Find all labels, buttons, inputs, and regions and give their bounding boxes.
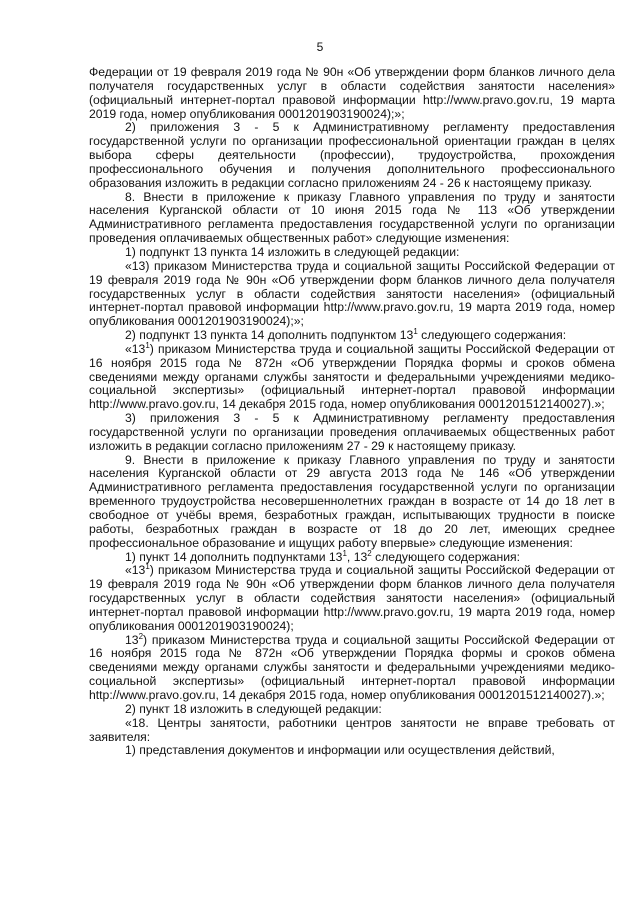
text-run: следующего содержания: [371, 549, 521, 564]
text-run: 2) подпункт 13 пункта 14 дополнить подпунктом 13 [125, 328, 414, 343]
text-run: 2) пункт 18 изложить в следующей редакции: [125, 701, 382, 716]
text-run: «18. Центры занятости, работники центров занятости не вправе требовать от заявителя: [89, 715, 615, 744]
paragraph [89, 564, 615, 633]
paragraph [89, 326, 615, 343]
paragraph [89, 340, 615, 412]
paragraph [89, 121, 615, 190]
document-body [89, 66, 615, 758]
paragraph [89, 191, 615, 246]
paragraph [89, 260, 615, 329]
paragraph [89, 703, 615, 717]
superscript: 1 [342, 548, 347, 558]
text-run: 13 [125, 632, 139, 647]
text-run: 2) приложения 3 - 5 к Административному регламенту предоставления государственной услуги по организации профессиональной ориентации граждан в целях выбора сферы деятельности (профессии), трудоустройства, прохождения профессионального обучения и получения дополнительного профессионального образования изложить в редакции согласно приложениям 24 - 26 к настоящему приказу. [89, 120, 615, 190]
text-run: «13 [125, 341, 146, 356]
text-run: 8. Внести в приложение к приказу Главного управления по труду и занятости населения Курганской области от 10 июня 2015 года № 113 «Об утверждении Административного регламента предоставления государственной услуги по организации проведения оплачиваемых общественных работ» следующие изменения: [89, 189, 615, 246]
paragraph [89, 412, 615, 454]
text-run: «13 [125, 563, 146, 578]
text-run: Федерации от 19 февраля 2019 года № 90н «Об утверждении форм бланков личного дела получателя государственных услуг в области содействия занятости населения» (официальный интернет-портал правовой информации http://www.pravo.gov.ru, 19 марта 2019 года, номер опубликования 0001201903190024);»; [89, 65, 615, 121]
superscript: 2 [138, 631, 144, 641]
text-run: 9. Внести в приложение к приказу Главного управления по труду и занятости населения Курганской области от 29 августа 2013 года № 146 «Об утверждении Административного регламента предоставления государственной услуги по организации временного трудоустройства несовершеннолетних граждан в возрасте от 14 до 18 лет в свободное от учёбы время, безработных граждан, испытывающих трудности в поиске работы, безработных граждан в возрасте от 18 до 20 лет, имеющих среднее профессиональное образование и ищущих работу впервые» следующие изменения: [89, 452, 615, 550]
text-run: следующего содержания: [417, 328, 567, 343]
text-run: ) приказом Министерства труда и социальной защиты Российской Федерации от 16 ноября 2015 года № 872н «Об утверждении Порядка формы и сроков обмена сведениями между органами службы занятости и федеральными учреждениями медико-социальной экспертизы» (официальный интернет-портал правовой информации http://www.pravo.gov.ru, 14 декабря 2015 года, номер опубликования 0001201512140027).»; [89, 632, 615, 702]
text-run: , 13 [346, 549, 368, 564]
text-run: «13) приказом Министерства труда и социальной защиты Российской Федерации от 19 февраля 2019 года № 90н «Об утверждении форм бланков личного дела получателя государственных услуг в области содействия занятости населения» (официальный интернет-портал правовой информации http://www.pravo.gov.ru, 19 марта 2019 года, номер опубликования 0001201903190024);»; [89, 258, 615, 329]
text-run: 1) представления документов и информации или осуществления действий, [125, 743, 555, 758]
paragraph [89, 717, 615, 745]
text-run: ) приказом Министерства труда и социальной защиты Российской Федерации от 16 ноября 2015 года № 872н «Об утверждении Порядка формы и сроков обмена сведениями между органами службы занятости и федеральными учреждениями медико-социальной экспертизы» (официальный интернет-портал правовой информации http://www.pravo.gov.ru, 14 декабря 2015 года, номер опубликования 0001201512140027).»; [89, 341, 615, 412]
paragraph [89, 744, 615, 758]
text-run: 1) подпункт 13 пункта 14 изложить в следующей редакции: [125, 244, 460, 259]
superscript: 2 [367, 548, 372, 558]
text-run: 3) приложения 3 - 5 к Административному регламенту предоставления государственной услуги по организации проведения оплачиваемых общественных работ изложить в редакции согласно приложениям 27 - 29 к настоящему приказу. [89, 411, 615, 453]
superscript: 1 [413, 326, 418, 336]
paragraph [89, 454, 615, 551]
text-run: 1) пункт 14 дополнить подпунктами 13 [125, 549, 343, 564]
superscript: 1 [145, 340, 150, 350]
text-run: ) приказом Министерства труда и социальной защиты Российской Федерации от 19 февраля 2019 года № 90н «Об утверждении форм бланков личного дела получателя государственных услуг в области содействия занятости населения» (официальный интернет-портал правовой информации http://www.pravo.gov.ru, 19 марта 2019 года, номер опубликования 0001201903190024); [89, 563, 615, 633]
superscript: 1 [145, 562, 150, 572]
paragraph [89, 631, 615, 703]
page-number: 5 [316, 40, 324, 54]
paragraph [89, 246, 615, 260]
paragraph [89, 66, 615, 121]
